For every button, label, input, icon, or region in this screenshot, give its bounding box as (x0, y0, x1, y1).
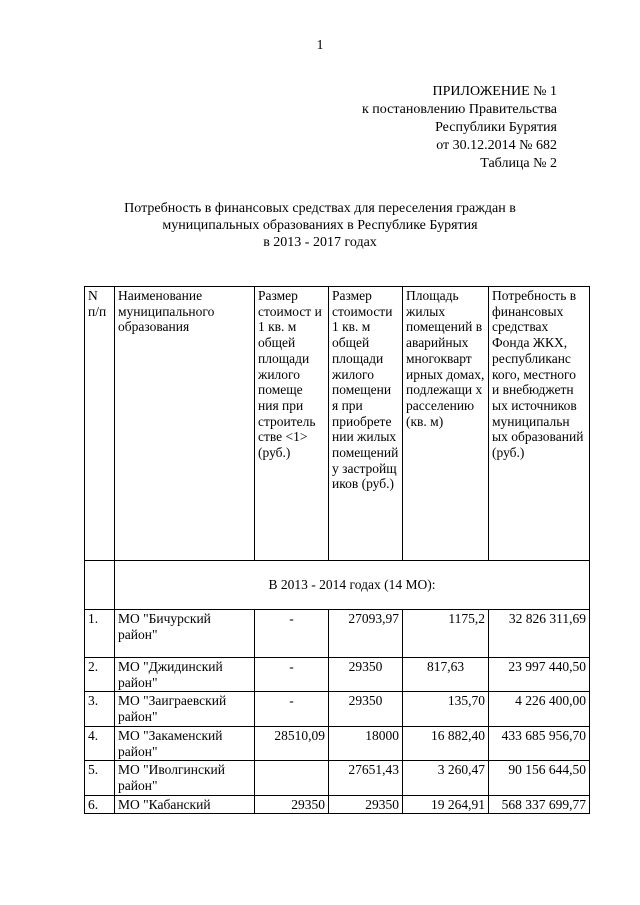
row-number: 6. (85, 795, 115, 814)
title-line-2: муниципальных образованиях в Республике Бурятия (162, 218, 478, 233)
row-cost-buy: 27093,97 (329, 610, 403, 658)
title-line-3: в 2013 - 2017 годах (263, 235, 377, 250)
row-area: 19 264,91 (403, 795, 489, 814)
table-row (85, 658, 590, 692)
appendix-date: от 30.12.2014 № 682 (436, 138, 557, 153)
table-row (85, 761, 590, 795)
row-area: 817,63 (403, 658, 489, 692)
row-number: 4. (85, 726, 115, 760)
table-row (85, 795, 590, 814)
appendix-decree: к постановлению Правительства (361, 102, 557, 117)
row-cost-build: - (255, 658, 329, 692)
row-cost-buy: 29350 (329, 658, 403, 692)
appendix-header (362, 83, 557, 173)
document-title (100, 200, 540, 251)
row-municipality: МО "Джидинский район" (115, 658, 255, 692)
row-number: 3. (85, 692, 115, 726)
row-need: 23 997 440,50 (489, 658, 590, 692)
row-municipality: МО "Бичурский район" (115, 610, 255, 658)
row-cost-build: - (255, 692, 329, 726)
row-number: 5. (85, 761, 115, 795)
header-cell-need: Потребность в финансовых средствах Фонда ЖКХ, республиканс кого, местного и внебюджетн ых источников муниципальн ых образований (руб.) (489, 287, 590, 561)
table-row (85, 610, 590, 658)
row-municipality: МО "Кабанский (115, 795, 255, 814)
appendix-republic: Республики Бурятия (435, 120, 557, 135)
page-number: 1 (316, 38, 324, 53)
row-area: 1175,2 (403, 610, 489, 658)
row-municipality: МО "Заиграевский район" (115, 692, 255, 726)
table-header-row (85, 287, 590, 561)
row-need: 433 685 956,70 (489, 726, 590, 760)
table-row (85, 692, 590, 726)
row-cost-buy: 29350 (329, 795, 403, 814)
financing-table (84, 286, 590, 814)
row-cost-build (255, 761, 329, 795)
section-label: В 2013 - 2014 годах (14 МО): (115, 561, 590, 610)
row-cost-build: 28510,09 (255, 726, 329, 760)
row-cost-buy: 27651,43 (329, 761, 403, 795)
row-municipality: МО "Закаменский район" (115, 726, 255, 760)
row-need: 90 156 644,50 (489, 761, 590, 795)
section-row (85, 561, 590, 610)
header-cell-number: N п/п (85, 287, 115, 561)
row-area: 3 260,47 (403, 761, 489, 795)
row-number: 1. (85, 610, 115, 658)
row-need: 32 826 311,69 (489, 610, 590, 658)
title-line-1: Потребность в финансовых средствах для переселения граждан в (124, 201, 516, 216)
row-municipality: МО "Иволгинский район" (115, 761, 255, 795)
row-cost-buy: 18000 (329, 726, 403, 760)
appendix-title: ПРИЛОЖЕНИЕ № 1 (432, 84, 557, 99)
row-cost-buy: 29350 (329, 692, 403, 726)
row-need: 568 337 699,77 (489, 795, 590, 814)
row-number: 2. (85, 658, 115, 692)
header-cell-name: Наименование муниципального образования (115, 287, 255, 561)
appendix-table-number: Таблица № 2 (480, 156, 557, 171)
header-cell-cost-build: Размер стоимост и 1 кв. м общей площади жилого помеще ния при строитель стве <1> (руб.) (255, 287, 329, 561)
row-area: 135,70 (403, 692, 489, 726)
row-area: 16 882,40 (403, 726, 489, 760)
row-cost-build: 29350 (255, 795, 329, 814)
row-cost-build: - (255, 610, 329, 658)
header-cell-area: Площадь жилых помещений в аварийных многокварт ирных домах, подлежащи х расселению (кв. м) (403, 287, 489, 561)
header-cell-cost-buy: Размер стоимости 1 кв. м общей площади жилого помещени я при приобрете нии жилых помещений у застройщ иков (руб.) (329, 287, 403, 561)
table-row (85, 726, 590, 760)
section-empty-cell (85, 561, 115, 610)
row-need: 4 226 400,00 (489, 692, 590, 726)
